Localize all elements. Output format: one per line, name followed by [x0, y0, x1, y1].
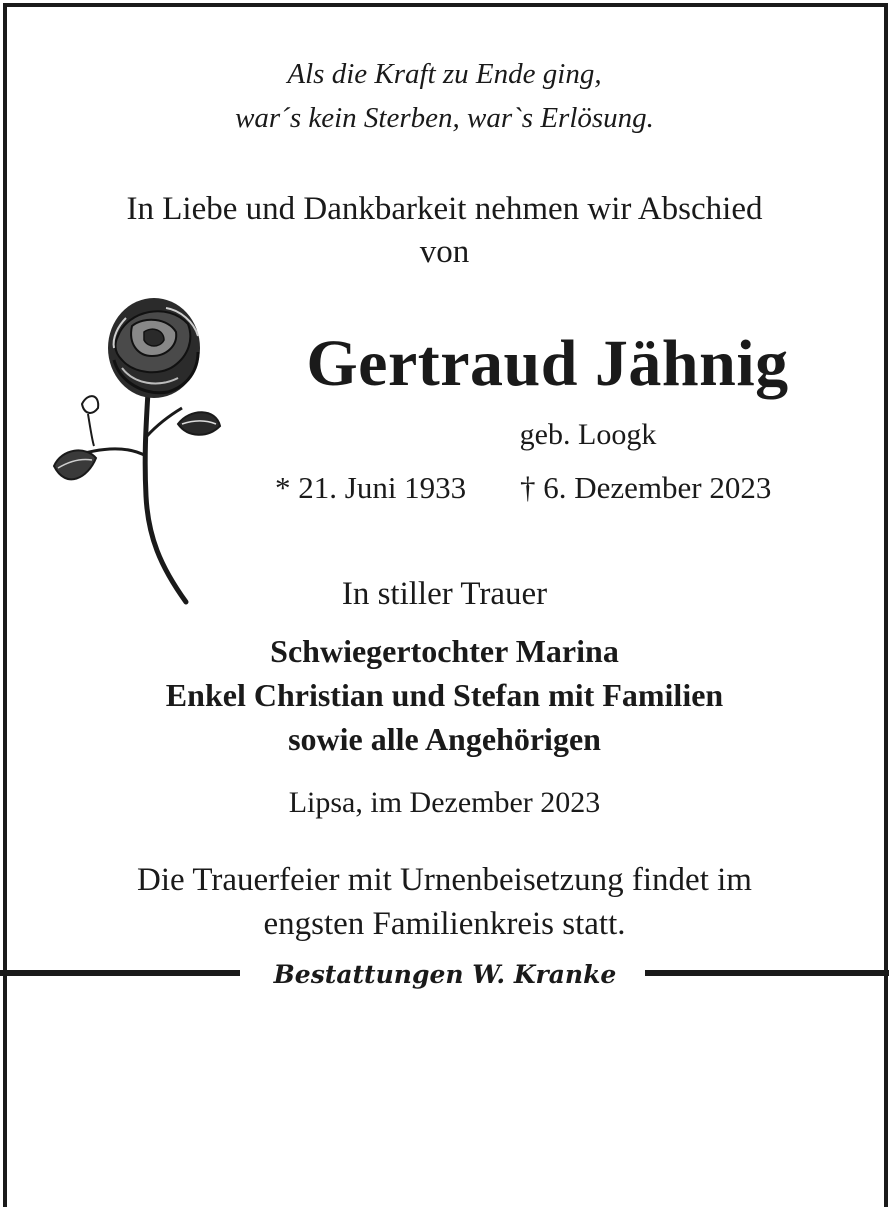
funeral-note-line-1: Die Trauerfeier mit Urnenbeisetzung findet im — [137, 862, 752, 898]
footer-rule-right — [645, 970, 889, 976]
place-date: Lipsa, im Dezember 2023 — [288, 786, 601, 819]
funeral-note-line-2: engsten Familienkreis statt. — [263, 906, 626, 942]
motto-line-1: Als die Kraft zu Ende ging, — [287, 58, 602, 90]
rose-icon — [48, 296, 228, 608]
footer-rule-left — [0, 970, 240, 976]
mourner-line: sowie alle Angehörigen — [288, 721, 601, 757]
birth-name: geb. Loogk — [519, 418, 657, 451]
mourning-heading: In stiller Trauer — [341, 576, 548, 612]
undertaker-signature: Bestattungen W. Kranke — [245, 960, 645, 989]
intro-line-2: von — [419, 234, 470, 270]
birth-date: * 21. Juni 1933 — [275, 470, 467, 505]
deceased-name: Gertraud Jähnig — [306, 327, 789, 400]
mourner-line: Enkel Christian und Stefan mit Familien — [165, 677, 724, 713]
death-date: † 6. Dezember 2023 — [520, 470, 772, 505]
mourner-line: Schwiegertochter Marina — [270, 633, 619, 669]
intro-line-1: In Liebe und Dankbarkeit nehmen wir Abschied — [126, 191, 763, 227]
motto-line-2: war´s kein Sterben, war`s Erlösung. — [235, 102, 654, 134]
